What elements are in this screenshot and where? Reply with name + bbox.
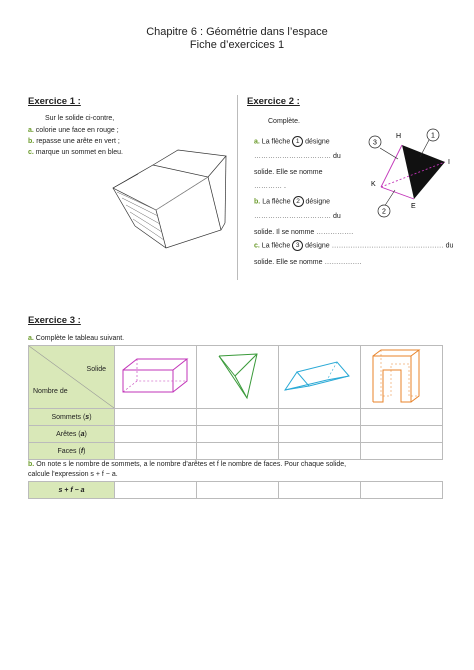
answer-cell[interactable] bbox=[115, 409, 197, 426]
ex3-b-line1: On note s le nombre de sommets, a le nombre d'arêtes et f le nombre de faces. Pour chaque solide, bbox=[36, 461, 347, 468]
ex2-a-line3 bbox=[254, 168, 322, 178]
ex2-b-label: b. bbox=[254, 198, 261, 206]
ex1-b-text: repasse une arête en vert ; bbox=[36, 138, 120, 145]
answer-cell[interactable] bbox=[361, 482, 443, 499]
ex2-b-line2 bbox=[254, 212, 341, 222]
ex1-item-a bbox=[28, 126, 119, 136]
table-row-expression bbox=[29, 482, 443, 499]
vertex-label-k: K bbox=[371, 181, 376, 188]
ex1-title: Exercice 1 : bbox=[28, 96, 81, 107]
expression-header: s + f − a bbox=[29, 482, 115, 499]
ex2-c-line2 bbox=[254, 258, 361, 268]
ex2-a-label: a. bbox=[254, 138, 260, 146]
answer-cell[interactable] bbox=[361, 443, 443, 460]
ex2-intro: Complète. bbox=[268, 118, 300, 125]
ex2-b-blank1[interactable]: …………………………… bbox=[254, 213, 331, 220]
ex2-a-nomme: solide. Elle se nomme bbox=[254, 169, 323, 176]
answer-cell[interactable] bbox=[115, 426, 197, 443]
ex2-c-blank1[interactable]: ………………………………………… bbox=[331, 242, 444, 250]
ex2-a-designe: désigne bbox=[305, 138, 330, 146]
ex2-b-blank2[interactable]: ……………. bbox=[316, 229, 354, 236]
answer-cell[interactable] bbox=[115, 443, 197, 460]
ex2-a-fleche: La flèche bbox=[261, 138, 291, 146]
answer-cell[interactable] bbox=[197, 409, 279, 426]
chapter-title: Chapitre 6 : Géométrie dans l’espace bbox=[146, 26, 328, 38]
answer-cell[interactable] bbox=[279, 482, 361, 499]
ex1-item-b bbox=[28, 137, 120, 147]
ex3-b-text bbox=[28, 460, 448, 480]
ex2-b-du: du bbox=[332, 213, 341, 220]
ex2-b-line1 bbox=[254, 196, 330, 207]
vertex-label-e: E bbox=[411, 203, 416, 210]
ex2-a-du: du bbox=[332, 153, 341, 160]
green-pyramid bbox=[197, 346, 278, 406]
answer-cell[interactable] bbox=[197, 482, 279, 499]
ex2-b-designe: désigne bbox=[305, 198, 331, 206]
magenta-cuboid bbox=[115, 346, 196, 406]
figure-circle-2: 2 bbox=[382, 208, 386, 216]
answer-cell[interactable] bbox=[279, 426, 361, 443]
ex1-a-text: colorie une face en rouge ; bbox=[35, 127, 119, 134]
ex2-c-label: c. bbox=[254, 242, 260, 250]
ex2-title: Exercice 2 : bbox=[247, 96, 300, 107]
corner-cell bbox=[29, 346, 115, 409]
ex1-a-label: a. bbox=[28, 127, 34, 134]
ex2-c-nomme: solide. Elle se nomme bbox=[254, 259, 323, 266]
table-row bbox=[29, 409, 443, 426]
answer-cell[interactable] bbox=[279, 409, 361, 426]
row-header-sommets: Sommets (s) bbox=[29, 409, 115, 426]
answer-cell[interactable] bbox=[361, 409, 443, 426]
corner-nombre-label: Nombre de bbox=[33, 388, 68, 395]
ex3-b-label: b. bbox=[28, 461, 35, 468]
solid-arch-cell bbox=[361, 346, 443, 409]
solids-table bbox=[28, 345, 443, 460]
ex3-a-line bbox=[28, 334, 124, 344]
corner-solide-label: Solide bbox=[86, 366, 106, 373]
circle-2-marker: 2 bbox=[293, 196, 304, 207]
ex3-b-line2: calcule l'expression s + f − a. bbox=[28, 471, 118, 478]
table-row bbox=[29, 443, 443, 460]
ex2-c-du: du bbox=[445, 242, 454, 250]
solid-cuboid-cell bbox=[115, 346, 197, 409]
orange-arch-solid bbox=[361, 346, 442, 406]
ex2-a-blank1[interactable]: …………………………… bbox=[254, 153, 331, 160]
ex2-a-line2 bbox=[254, 152, 341, 162]
circle-1-marker: 1 bbox=[292, 136, 303, 147]
figure-circle-3: 3 bbox=[373, 139, 377, 147]
table-row-images bbox=[29, 346, 443, 409]
cyan-triangular-prism bbox=[279, 346, 360, 406]
row-header-faces: Faces (f) bbox=[29, 443, 115, 460]
row-header-aretes: Arêtes (a) bbox=[29, 426, 115, 443]
ex2-c-designe: désigne bbox=[305, 242, 330, 250]
answer-cell[interactable] bbox=[279, 443, 361, 460]
ex1-c-label: c. bbox=[28, 149, 34, 156]
ex3-a-text: Complète le tableau suivant. bbox=[35, 335, 125, 342]
circle-3-marker: 3 bbox=[292, 240, 303, 251]
ex1-intro: Sur le solide ci-contre, bbox=[45, 115, 115, 122]
ex2-a-point: . bbox=[283, 183, 286, 190]
answer-cell[interactable] bbox=[197, 443, 279, 460]
table-row bbox=[29, 426, 443, 443]
vertex-label-h: H bbox=[396, 133, 402, 140]
figure-circle-1: 1 bbox=[431, 132, 435, 140]
ex2-b-nomme: solide. Il se nomme bbox=[254, 229, 315, 236]
ex2-a-line4 bbox=[254, 182, 286, 192]
ex1-c-text: marque un sommet en bleu. bbox=[35, 149, 123, 156]
corner-diagonal bbox=[29, 346, 114, 408]
answer-cell[interactable] bbox=[115, 482, 197, 499]
answer-cell[interactable] bbox=[197, 426, 279, 443]
expression-table bbox=[28, 481, 443, 499]
ex2-a-blank2[interactable]: ………… bbox=[254, 183, 282, 190]
ex2-pyramid-figure bbox=[362, 126, 458, 222]
ex1-b-label: b. bbox=[28, 138, 35, 145]
vertical-divider bbox=[237, 95, 238, 280]
solid-pyramid-cell bbox=[197, 346, 279, 409]
answer-cell[interactable] bbox=[361, 426, 443, 443]
sheet-subtitle: Fiche d’exercices 1 bbox=[189, 39, 285, 51]
ex3-a-label: a. bbox=[28, 335, 34, 342]
solid-prism-cell bbox=[279, 346, 361, 409]
ex3-title: Exercice 3 : bbox=[28, 315, 81, 326]
ex1-prism-figure bbox=[108, 140, 228, 260]
ex2-b-fleche: La flèche bbox=[262, 198, 291, 206]
ex2-c-blank2[interactable]: ……………. bbox=[324, 259, 362, 266]
ex2-c-fleche: La flèche bbox=[261, 242, 291, 250]
ex2-c-line1 bbox=[254, 240, 453, 251]
vertex-label-i: I bbox=[448, 159, 450, 166]
ex2-b-line3 bbox=[254, 228, 353, 238]
ex2-a-line1 bbox=[254, 136, 330, 147]
